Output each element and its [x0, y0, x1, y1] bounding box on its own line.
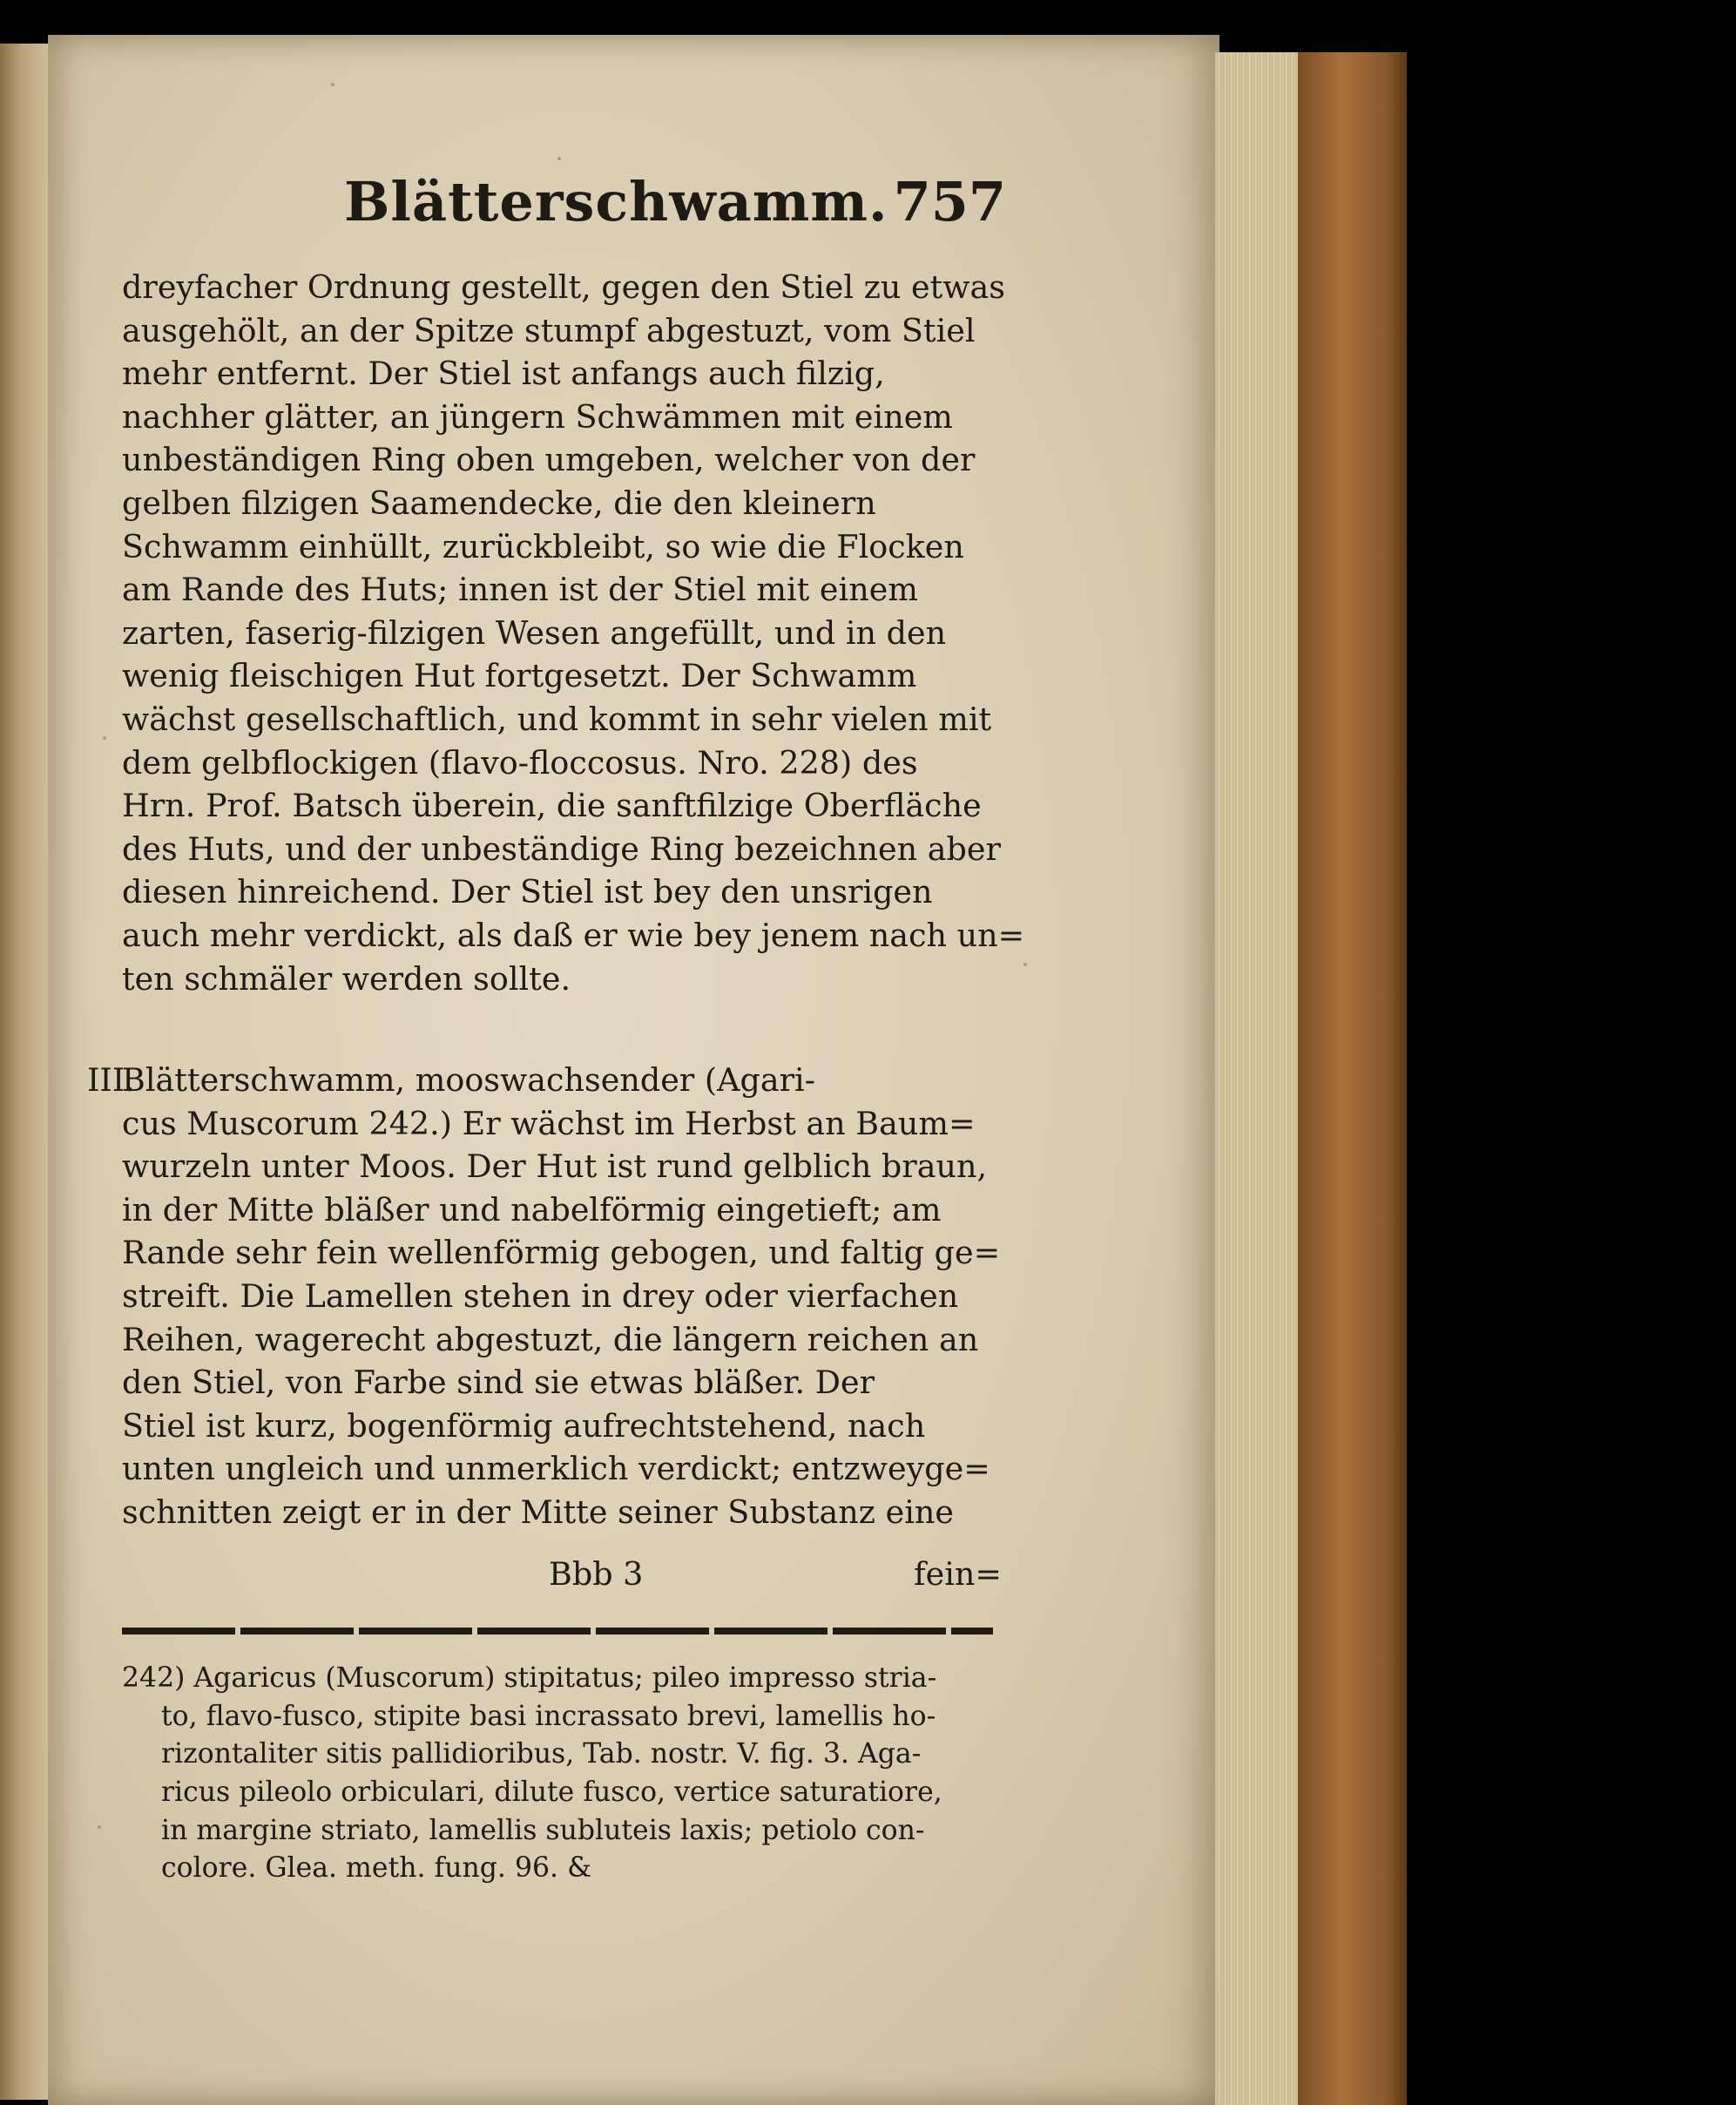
paper-speck: [103, 736, 106, 740]
text-line: nachher glätter, an jüngern Schwämmen mit einem: [122, 397, 953, 436]
text-line: Reihen, wagerecht abgestuzt, die längern reichen an: [122, 1320, 979, 1358]
text-line: wenig fleischigen Hut fortgesetzt. Der Schwamm: [122, 657, 917, 695]
text-line: streift. Die Lamellen stehen in drey oder vierfachen: [122, 1276, 959, 1315]
text-line: Blätterschwamm, mooswachsender (Agari-: [122, 1061, 816, 1099]
book-cover-edge: [1298, 52, 1407, 2105]
text-line: unbeständigen Ring oben umgeben, welcher von der: [122, 441, 976, 479]
footnote-line: ricus pileolo orbiculari, dilute fusco, vertice saturatiore,: [161, 1777, 942, 1809]
catchline: [122, 1555, 1002, 1599]
footnote-rule: [122, 1628, 993, 1635]
paper-speck: [1023, 963, 1027, 966]
page-number: 757: [893, 170, 1006, 234]
running-head-title: Blätterschwamm.: [344, 170, 888, 234]
paper-speck: [331, 83, 334, 86]
text-line: gelben filzigen Saamendecke, die den kleinern: [122, 484, 876, 522]
footnote-line: in margine striato, lamellis subluteis laxis; petiolo con-: [161, 1814, 925, 1846]
text-line: Rande sehr fein wellenförmig gebogen, und faltig ge=: [122, 1234, 1001, 1272]
text-line: am Rande des Huts; innen ist der Stiel mit einem: [122, 571, 918, 609]
footnote: [122, 1660, 1002, 1888]
text-line: zarten, faserig-filzigen Wesen angefüllt, und in den: [122, 613, 947, 652]
text-line: cus Muscorum 242.) Er wächst im Herbst an Baum=: [122, 1104, 976, 1142]
text-line: Stiel ist kurz, bogenförmig aufrechtstehend, nach: [122, 1406, 926, 1445]
text-line: wächst gesellschaftlich, und kommt in sehr vielen mit: [122, 700, 992, 738]
footnote-line: colore. Glea. meth. fung. 96. &: [161, 1852, 592, 1885]
text-line: den Stiel, von Farbe sind sie etwas bläßer. Der: [122, 1364, 875, 1402]
text-line: des Huts, und der unbeständige Ring bezeichnen aber: [122, 829, 1001, 868]
text-line: unten ungleich und unmerklich verdickt; entzweyge=: [122, 1450, 990, 1488]
text-line: mehr entfernt. Der Stiel ist anfangs auch filzig,: [122, 355, 885, 393]
text-line: ausgehölt, an der Spitze stumpf abgestuzt, vom Stiel: [122, 311, 976, 349]
entry-text: [122, 1059, 1002, 1534]
text-line: dem gelbflockigen (flavo-floccosus. Nro. 228) des: [122, 743, 918, 782]
signature-mark: Bbb 3: [549, 1555, 644, 1593]
text-line: dreyfacher Ordnung gestellt, gegen den Stiel zu etwas: [122, 268, 1005, 306]
entry-numeral: III.: [87, 1061, 135, 1099]
footnote-line: 242) Agaricus (Muscorum) stipitatus; pileo impresso stria-: [122, 1662, 937, 1694]
text-line: diesen hinreichend. Der Stiel ist bey den unsrigen: [122, 873, 933, 911]
catchword: fein=: [914, 1555, 1002, 1593]
footnote-line: rizontaliter sitis pallidioribus, Tab. nostr. V. fig. 3. Aga-: [161, 1738, 922, 1770]
text-line: wurzeln unter Moos. Der Hut ist rund gelblich braun,: [122, 1147, 988, 1186]
text-line: Hrn. Prof. Batsch überein, die sanftfilzige Oberfläche: [122, 787, 982, 825]
paper-speck: [557, 157, 561, 160]
page-edges-stack: [1215, 52, 1302, 2105]
text-line: auch mehr verdickt, als daß er wie bey jenem nach un=: [122, 916, 1025, 954]
paper-speck: [98, 1825, 101, 1829]
previous-page-edge: [0, 44, 54, 2100]
text-line: Schwamm einhüllt, zurückbleibt, so wie die Flocken: [122, 527, 964, 565]
text-line: in der Mitte bläßer und nabelförmig eingetieft; am: [122, 1190, 942, 1228]
text-line: schnitten zeigt er in der Mitte seiner Substanz eine: [122, 1492, 955, 1531]
body-paragraph: [122, 266, 1025, 1000]
footnote-line: to, flavo-fusco, stipite basi incrassato brevi, lamellis ho-: [161, 1700, 936, 1732]
running-head: [344, 170, 1006, 248]
text-line: ten schmäler werden sollte.: [122, 959, 571, 998]
